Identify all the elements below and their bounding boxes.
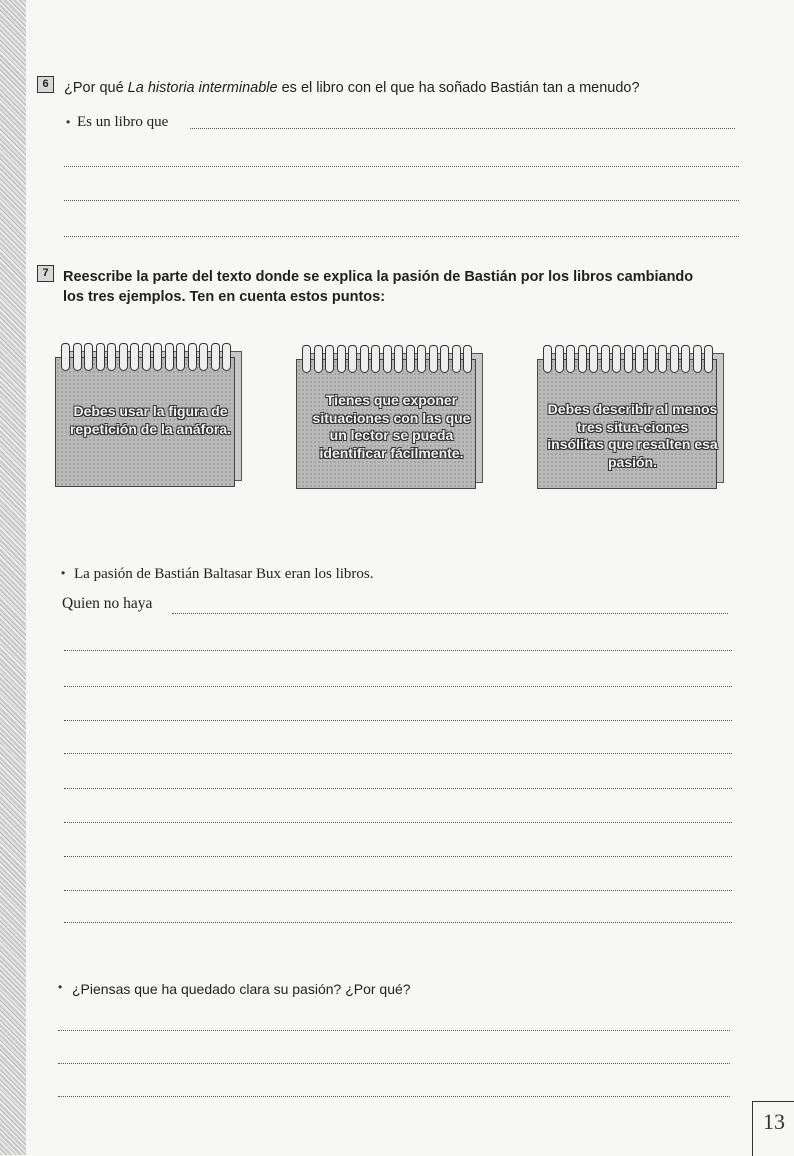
notepad-tip-2	[296, 345, 481, 487]
book-title: La historia interminable	[127, 80, 278, 96]
bullet-icon: •	[61, 566, 66, 580]
answer-line[interactable]	[58, 1030, 730, 1031]
intro-sentence: La pasión de Bastián Baltasar Bux eran los libros.	[74, 566, 374, 582]
question-7-line1: Reescribe la parte del texto donde se explica la pasión de Bastián por los libros cambiando	[63, 269, 694, 285]
notepad-tip-3	[537, 345, 722, 487]
question-7-line2: los tres ejemplos. Ten en cuenta estos puntos:	[63, 289, 386, 305]
answer-line[interactable]	[172, 613, 728, 614]
question-6-text-suffix: es el libro con el que ha soñado Bastián tan a menudo?	[277, 80, 640, 96]
page-binding-edge	[0, 0, 26, 1155]
question-6-number: 6	[37, 76, 54, 93]
answer-line[interactable]	[64, 856, 732, 857]
page-number: 13	[752, 1101, 794, 1156]
answer-line[interactable]	[64, 166, 739, 167]
answer-line[interactable]	[64, 236, 739, 237]
bullet-icon: •	[66, 115, 71, 129]
spiral-rings-icon	[302, 345, 472, 375]
answer-line[interactable]	[64, 822, 732, 823]
notepad-tip-3-text: Debes describir al menos tres situa-ciones insólitas que resalten esa pasión.	[547, 401, 718, 470]
notepad-tip-1-text: Debes usar la figura de repetición de la anáfora.	[69, 403, 232, 437]
answer-line[interactable]	[64, 753, 732, 754]
question-6-answer-prompt: Es un libro que	[77, 114, 169, 130]
question-7-number: 7	[37, 265, 54, 282]
answer-line[interactable]	[64, 686, 732, 687]
spiral-rings-icon	[61, 343, 231, 373]
followup-question: ¿Piensas que ha quedado clara su pasión? ¿Por qué?	[72, 981, 411, 997]
question-7-answer-prompt: Quien no haya	[62, 595, 153, 612]
answer-line[interactable]	[58, 1063, 730, 1064]
bullet-icon: •	[58, 980, 63, 994]
answer-line[interactable]	[190, 128, 735, 129]
notepad-tip-2-text: Tienes que exponer situaciones con las que un lector se pueda identificar fácilmente.	[312, 392, 471, 461]
answer-line[interactable]	[64, 922, 732, 923]
question-6-text	[64, 79, 640, 97]
spiral-rings-icon	[543, 345, 713, 375]
answer-line[interactable]	[64, 200, 739, 201]
notepad-tip-1	[55, 343, 240, 485]
question-6-text-prefix: ¿Por qué	[64, 80, 128, 96]
answer-line[interactable]	[58, 1096, 730, 1097]
answer-line[interactable]	[64, 890, 732, 891]
answer-line[interactable]	[64, 788, 732, 789]
answer-line[interactable]	[64, 650, 732, 651]
answer-line[interactable]	[64, 720, 732, 721]
